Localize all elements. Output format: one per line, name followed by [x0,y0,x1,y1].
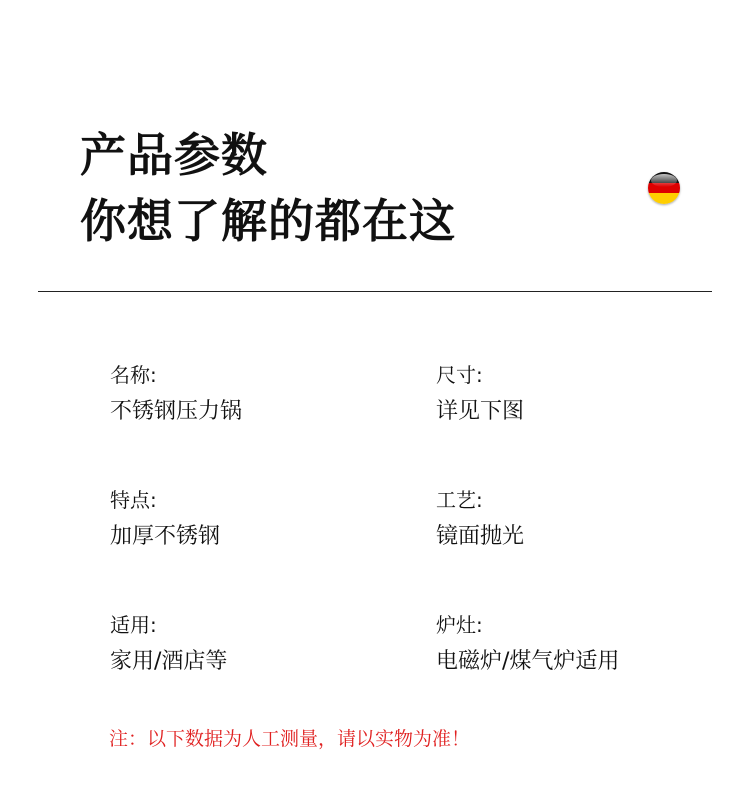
flag-stripe-gold [648,193,680,204]
param-value: 不锈钢压力锅 [110,399,243,424]
param-value: 电磁炉/煤气炉适用 [436,649,620,674]
param-label: 工艺: [436,488,483,512]
page-title: 产品参数 [80,128,268,182]
param-value: 镜面抛光 [436,524,525,549]
param-label: 适用: [110,613,157,637]
param-label: 特点: [110,488,157,512]
page-header [80,122,640,254]
param-value: 详见下图 [436,399,525,424]
header-divider [38,291,712,292]
param-name [110,362,410,427]
param-stove [436,612,736,677]
measurement-note: 注：以下数据为人工测量，请以实物为准！ [109,728,471,750]
param-label: 尺寸: [436,363,483,387]
param-value: 家用/酒店等 [110,649,228,674]
param-value: 加厚不锈钢 [110,524,221,549]
param-label: 炉灶: [436,613,483,637]
germany-flag-icon [648,172,680,204]
page-subtitle: 你想了解的都在这 [80,194,456,248]
param-usage [110,612,410,677]
param-craft [436,487,736,552]
flag-gloss [651,174,677,187]
param-size [436,362,736,427]
param-label: 名称: [110,363,157,387]
param-feature [110,487,410,552]
